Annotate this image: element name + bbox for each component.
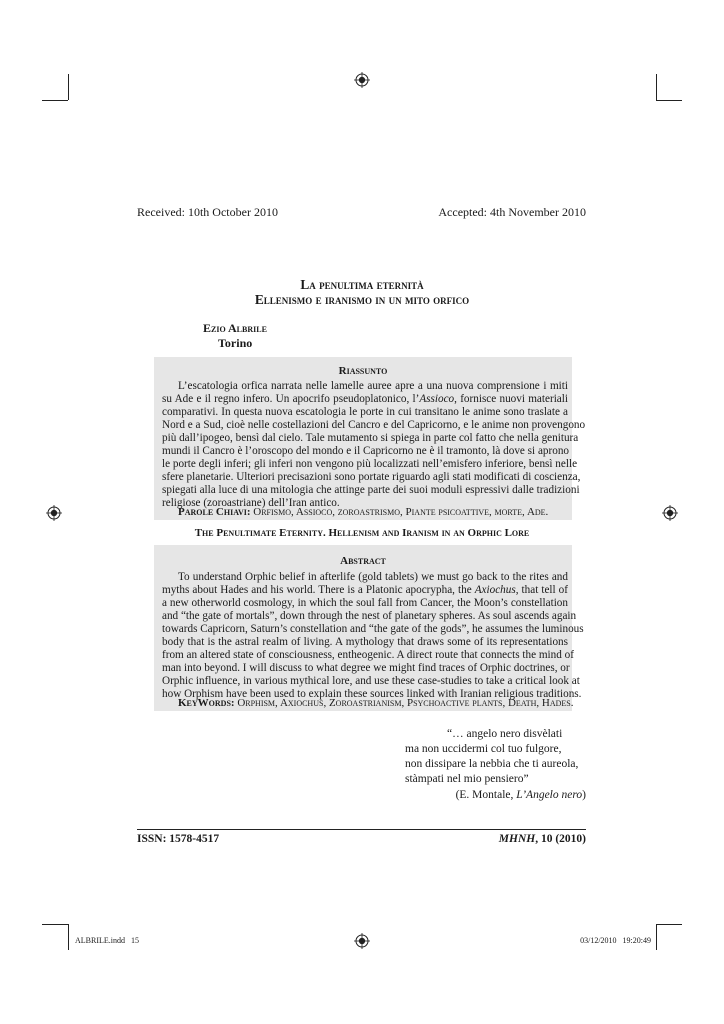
abstract-heading: Abstract (340, 555, 386, 567)
crop-mark (656, 74, 657, 100)
slug-timestamp: 03/12/2010 19:20:49 (580, 936, 651, 945)
keywords-label: Parole Chiavi: (178, 506, 251, 518)
crop-mark (68, 74, 69, 100)
epigraph-line: stàmpati nel mio pensiero” (405, 773, 529, 785)
journal-citation: MHNH, 10 (2010) (498, 833, 586, 845)
assioco-italic: Assioco (419, 393, 455, 405)
footer-rule (137, 829, 586, 830)
abstract-line: myths about Hades and his world. There is a Platonic apocrypha, the Axiochus, that tell of (162, 584, 568, 596)
epigraph-line: non dissipare la nebbia che ti aureola, (405, 758, 579, 770)
riassunto-line: spiegati alla luce di una mitologia che attinge parte dei suoi moduli espressivi dalle tradizioni (162, 484, 580, 496)
registration-mark-icon (354, 933, 370, 949)
registration-mark-icon (662, 505, 678, 521)
riassunto-line: Nord e a Sud, cioè nelle costellazioni del Cancro e del Capricorno, e le anime non provengono (162, 419, 586, 431)
abstract-line: Orphic influence, in various mythical lore, and use these case-studies to take a critical look at (162, 675, 580, 687)
issn: ISSN: 1578-4517 (137, 833, 220, 845)
crop-mark (68, 924, 69, 950)
abstract-line: body that is the astral realm of living. A mythology that draws some of its representations (162, 636, 568, 648)
epigraph-line: ma non uccidermi col tuo fulgore, (405, 743, 562, 755)
riassunto-line: religiose (zoroastriane) dell’Iran antico. (162, 497, 340, 509)
registration-mark-icon (354, 72, 370, 88)
abstract-line: To understand Orphic belief in afterlife (gold tablets) we must go back to the rites and (178, 571, 568, 583)
registration-mark-icon (46, 505, 62, 521)
abstract-keywords (178, 697, 573, 709)
abstract-line: a new otherworld cosmology, in which the soul fall from Cancer, the Moon’s constellation (162, 597, 568, 609)
crop-mark (656, 100, 682, 101)
riassunto-line: comparativi. In questa nuova escatologia le porte in cui transitano le anime sono traslate a (162, 406, 568, 418)
keywords-label: KeyWords: (178, 697, 235, 709)
crop-mark (42, 100, 68, 101)
received-date: Received: 10th October 2010 (137, 205, 278, 219)
abstract-line: from an altered state of consciousness, entheogenic. A direct route that connects the mind of (162, 649, 574, 661)
abstract-line: towards Capricorn, Saturn’s constellation and “the gate of the gods”, he assumes the luminous (162, 623, 584, 635)
article-title-line-2: Ellenismo e iranismo in un mito orfico (254, 292, 470, 307)
riassunto-keywords (178, 506, 548, 518)
riassunto-line: su Ade e il regno infero. Un apocrifo pseudoplatonico, l’Assioco, fornisce nuovi materiali (162, 393, 568, 405)
accepted-date: Accepted: 4th November 2010 (438, 205, 586, 219)
slug-filename: ALBRILE.indd 15 (75, 936, 139, 945)
epigraph-attribution: (E. Montale, L’Angelo nero) (455, 789, 586, 801)
riassunto-line: L’escatologia orfica narrata nelle lamelle auree apre a una nuova comprensione i miti (178, 380, 568, 392)
riassunto-heading: Riassunto (338, 365, 388, 377)
crop-mark (656, 924, 682, 925)
riassunto-line: mundi il Cancro è l’oroscopo del mondo e il Capricorno ne è il tramonto, là dove si aprono (162, 445, 570, 457)
author-name: Ezio Albrile (203, 321, 267, 335)
keywords-list: Orphism, Axiochus, Zoroastrianism, Psychoactive plants, Death, Hades. (237, 697, 574, 709)
abstract-line: and “the gate of mortals”, down through the nest of planetary spheres. As soul ascends again (162, 610, 577, 622)
poem-title: L’Angelo nero (516, 789, 583, 801)
crop-mark (656, 924, 657, 950)
keywords-list: Orfismo, Assioco, zoroastrismo, Piante psicoattive, morte, Ade. (253, 506, 549, 518)
journal-name: MHNH (498, 833, 536, 845)
riassunto-line: sfere planetarie. Ulteriori precisazioni sono portate riguardo agli stati modificati di coscienza, (162, 471, 581, 483)
english-title: The Penultimate Eternity. Hellenism and Iranism in an Orphic Lore (194, 527, 530, 539)
crop-mark (42, 924, 68, 925)
axiochus-italic: Axiochus (474, 584, 516, 596)
author-affiliation: Torino (218, 336, 253, 350)
abstract-line: man into beyond. I will discuss to what degree we might find traces of Orphic doctrines, or (162, 662, 570, 674)
epigraph-line: “… angelo nero disvèlati (447, 728, 563, 740)
article-title-line-1: La penultima eternità (300, 277, 424, 292)
abstract-line: how Orphism have been used to explain these sources linked with Iranian religious traditions. (162, 688, 582, 700)
riassunto-line: più dall’ipogeo, bensì dal cielo. Tale mutamento si spiega in parte col fatto che nella genitura (162, 432, 579, 444)
riassunto-line: le porte degli inferi; gli inferi non vengono più localizzati nell’emisfero inferiore, bensì nelle (162, 458, 578, 470)
